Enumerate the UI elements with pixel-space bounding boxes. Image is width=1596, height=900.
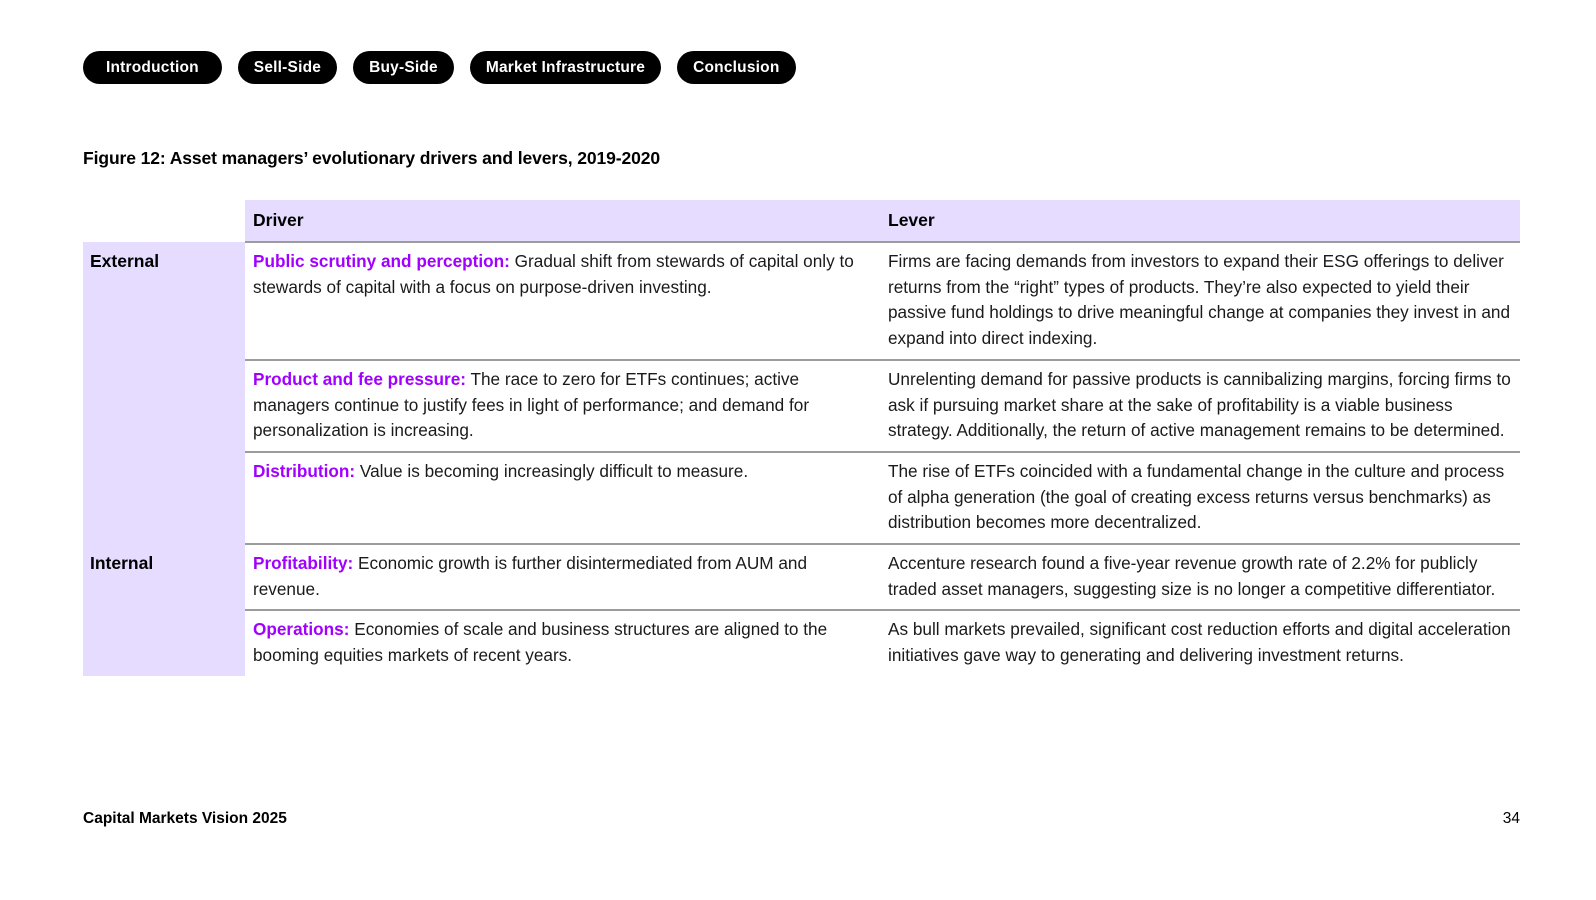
driver-label: Distribution: bbox=[253, 460, 356, 481]
driver-cell bbox=[245, 452, 880, 544]
nav-sell-side-button[interactable]: Sell-Side bbox=[238, 51, 337, 84]
category-external: External bbox=[83, 242, 245, 544]
figure-title: Figure 12: Asset managers’ evolutionary drivers and levers, 2019-2020 bbox=[83, 148, 661, 168]
table-header-row bbox=[83, 200, 1520, 242]
publication-title: Capital Markets Vision 2025 bbox=[83, 810, 287, 827]
nav-conclusion-button[interactable]: Conclusion bbox=[677, 51, 795, 84]
lever-cell: Firms are facing demands from investors to expand their ESG offerings to deliver returns from the “right” types of products. They’re also expected to yield their passive fund holdings to drive meaningful change at companies they invest in and expand into direct indexing. bbox=[880, 242, 1520, 360]
category-internal: Internal bbox=[83, 544, 245, 676]
table-row bbox=[83, 452, 1520, 544]
driver-cell bbox=[245, 544, 880, 610]
drivers-levers-table bbox=[83, 200, 1520, 676]
driver-label: Profitability: bbox=[253, 553, 354, 574]
driver-label: Product and fee pressure: bbox=[253, 368, 466, 389]
table-row bbox=[83, 544, 1520, 610]
nav-market-infrastructure-button[interactable]: Market Infrastructure bbox=[470, 51, 661, 84]
nav-introduction-button[interactable]: Introduction bbox=[83, 51, 222, 84]
driver-text: Value is becoming increasingly difficult to measure. bbox=[355, 460, 749, 481]
driver-text: Gradual shift from stewards of capital only to stewards of capital with a focus on purpose-driven investing. bbox=[253, 251, 854, 297]
header-driver: Driver bbox=[245, 200, 880, 242]
header-lever: Lever bbox=[880, 200, 1520, 242]
lever-cell: The rise of ETFs coincided with a fundamental change in the culture and process of alpha generation (the goal of creating excess returns versus benchmarks) as distribution becomes more decentralized. bbox=[880, 452, 1520, 544]
driver-text: The race to zero for ETFs continues; active managers continue to justify fees in light of performance; and demand for personalization is increasing. bbox=[253, 368, 810, 441]
nav-buy-side-button[interactable]: Buy-Side bbox=[353, 51, 454, 84]
table-row bbox=[83, 242, 1520, 360]
page-number: 34 bbox=[1502, 810, 1520, 827]
table-row bbox=[83, 610, 1520, 675]
driver-label: Operations: bbox=[253, 619, 350, 640]
section-nav bbox=[83, 51, 796, 84]
table-row bbox=[83, 360, 1520, 452]
driver-cell bbox=[245, 360, 880, 452]
driver-cell bbox=[245, 242, 880, 360]
driver-cell bbox=[245, 610, 880, 675]
driver-text: Economies of scale and business structures are aligned to the booming equities markets of recent years. bbox=[253, 619, 828, 666]
lever-cell: Unrelenting demand for passive products is cannibalizing margins, forcing firms to ask if pursuing market share at the sake of profitability is a viable business strategy. Additionally, the return of active management remains to be determined. bbox=[880, 360, 1520, 452]
header-category bbox=[83, 200, 245, 242]
lever-cell: Accenture research found a five-year revenue growth rate of 2.2% for publicly traded asset managers, suggesting size is no longer a competitive differentiator. bbox=[880, 544, 1520, 610]
lever-cell: As bull markets prevailed, significant cost reduction efforts and digital acceleration initiatives gave way to generating and delivering investment returns. bbox=[888, 619, 1511, 666]
driver-text: Economic growth is further disintermediated from AUM and revenue. bbox=[253, 553, 808, 599]
driver-label: Public scrutiny and perception: bbox=[253, 251, 510, 271]
